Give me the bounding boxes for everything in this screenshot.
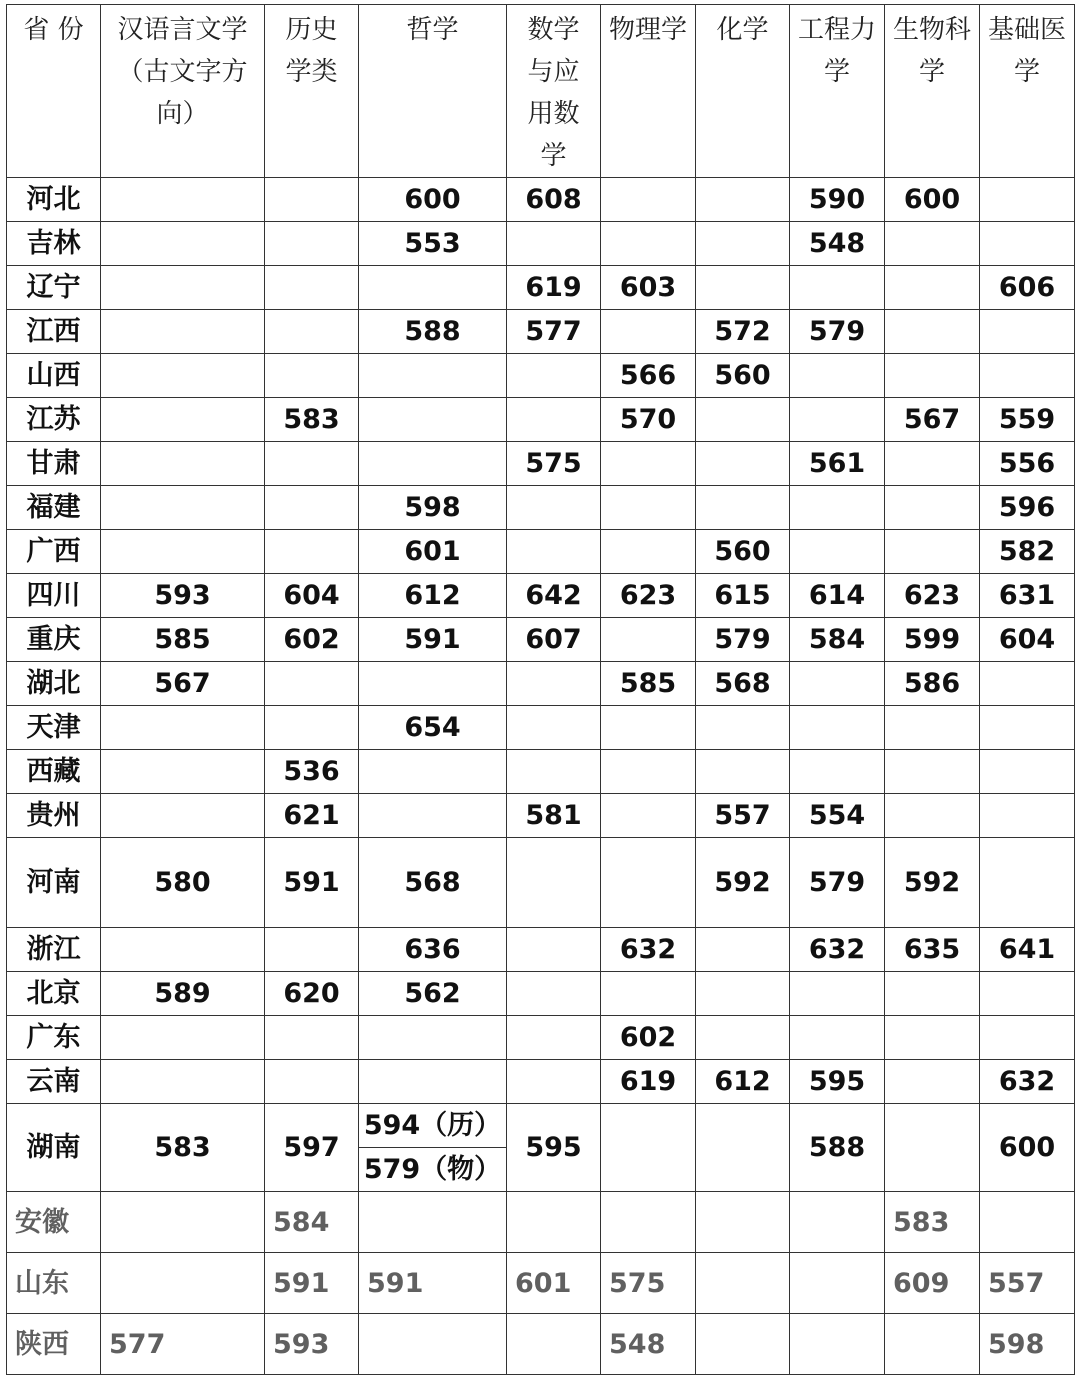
score-cell <box>507 530 601 574</box>
province-cell: 福建 <box>7 486 101 530</box>
score-cell: 591 <box>265 1253 359 1314</box>
score-cell: 615 <box>696 574 790 618</box>
table-row <box>7 618 1075 662</box>
score-cell <box>359 354 507 398</box>
score-cell <box>101 354 265 398</box>
score-cell: 619 <box>601 1060 696 1104</box>
score-cell: 595 <box>507 1104 601 1192</box>
score-cell: 588 <box>359 310 507 354</box>
score-cell <box>101 1060 265 1104</box>
score-cell <box>507 1314 601 1375</box>
score-cell: 557 <box>696 794 790 838</box>
score-cell <box>265 486 359 530</box>
score-cell: 600 <box>980 1104 1075 1192</box>
score-cell: 602 <box>601 1016 696 1060</box>
score-cell: 589 <box>101 972 265 1016</box>
score-cell: 560 <box>696 530 790 574</box>
score-cell <box>265 530 359 574</box>
province-cell: 贵州 <box>7 794 101 838</box>
score-cell: 591 <box>359 618 507 662</box>
province-cell: 西藏 <box>7 750 101 794</box>
table-row <box>7 178 1075 222</box>
score-cell: 597 <box>265 1104 359 1192</box>
score-cell <box>980 706 1075 750</box>
score-cell: 579 <box>790 838 885 928</box>
score-cell: 599 <box>885 618 980 662</box>
score-cell: 568 <box>359 838 507 928</box>
table-row <box>7 310 1075 354</box>
score-cell <box>885 750 980 794</box>
score-cell <box>265 928 359 972</box>
province-cell: 广东 <box>7 1016 101 1060</box>
score-cell: 600 <box>885 178 980 222</box>
province-cell: 浙江 <box>7 928 101 972</box>
score-cell <box>885 972 980 1016</box>
score-cell <box>885 486 980 530</box>
table-row <box>7 662 1075 706</box>
province-cell: 山西 <box>7 354 101 398</box>
score-cell <box>696 1104 790 1192</box>
score-cell: 548 <box>601 1314 696 1375</box>
score-cell: 556 <box>980 442 1075 486</box>
score-cell <box>601 838 696 928</box>
score-cell: 585 <box>101 618 265 662</box>
score-cell: 593 <box>101 574 265 618</box>
score-cell: 561 <box>790 442 885 486</box>
province-cell: 北京 <box>7 972 101 1016</box>
score-cell: 566 <box>601 354 696 398</box>
score-cell <box>507 972 601 1016</box>
score-cell: 581 <box>507 794 601 838</box>
table-row <box>7 530 1075 574</box>
score-cell <box>696 928 790 972</box>
score-cell: 614 <box>790 574 885 618</box>
score-cell: 608 <box>507 178 601 222</box>
score-cell <box>601 706 696 750</box>
score-cell <box>601 486 696 530</box>
score-cell: 601 <box>359 530 507 574</box>
header-major: 汉语言文学（古文字方向） <box>101 5 265 178</box>
score-cell: 592 <box>696 838 790 928</box>
score-cell <box>885 222 980 266</box>
score-cell <box>507 750 601 794</box>
score-cell: 562 <box>359 972 507 1016</box>
score-cell <box>790 1016 885 1060</box>
score-cell <box>359 1016 507 1060</box>
score-cell: 554 <box>790 794 885 838</box>
score-cell: 612 <box>359 574 507 618</box>
score-cell: 577 <box>507 310 601 354</box>
score-cell <box>980 750 1075 794</box>
score-cell <box>696 706 790 750</box>
score-cell: 548 <box>790 222 885 266</box>
province-cell: 江苏 <box>7 398 101 442</box>
score-cell <box>790 706 885 750</box>
score-cell: 575 <box>507 442 601 486</box>
score-cell <box>507 928 601 972</box>
score-cell <box>101 398 265 442</box>
score-cell <box>101 928 265 972</box>
score-history-track: 594（历） <box>359 1104 506 1148</box>
score-cell: 553 <box>359 222 507 266</box>
score-cell: 631 <box>980 574 1075 618</box>
score-cell: 579 <box>790 310 885 354</box>
score-cell <box>101 310 265 354</box>
score-cell: 636 <box>359 928 507 972</box>
score-cell <box>101 178 265 222</box>
province-cell: 湖北 <box>7 662 101 706</box>
score-cell <box>696 1192 790 1253</box>
table-row <box>7 1192 1075 1253</box>
header-province: 省 份 <box>7 5 101 178</box>
score-cell <box>885 530 980 574</box>
score-cell: 623 <box>885 574 980 618</box>
score-cell: 536 <box>265 750 359 794</box>
table-row <box>7 442 1075 486</box>
score-cell: 584 <box>265 1192 359 1253</box>
score-cell <box>101 706 265 750</box>
province-cell: 山东 <box>7 1253 101 1314</box>
score-cell: 621 <box>265 794 359 838</box>
score-cell <box>980 222 1075 266</box>
score-cell <box>601 618 696 662</box>
score-cell <box>601 750 696 794</box>
score-cell: 591 <box>359 1253 507 1314</box>
score-cell <box>507 838 601 928</box>
score-cell <box>265 662 359 706</box>
table-row <box>7 354 1075 398</box>
score-cell <box>265 706 359 750</box>
score-cell <box>101 750 265 794</box>
score-cell: 570 <box>601 398 696 442</box>
score-cell <box>101 1016 265 1060</box>
score-cell <box>696 398 790 442</box>
score-cell <box>265 266 359 310</box>
table-row <box>7 398 1075 442</box>
province-cell: 江西 <box>7 310 101 354</box>
score-cell <box>790 398 885 442</box>
score-cell: 585 <box>601 662 696 706</box>
score-cell: 577 <box>101 1314 265 1375</box>
score-table <box>6 4 1075 1375</box>
header-major: 化学 <box>696 5 790 178</box>
score-cell <box>359 1314 507 1375</box>
score-cell <box>980 1016 1075 1060</box>
table-row <box>7 1253 1075 1314</box>
score-cell: 602 <box>265 618 359 662</box>
score-cell <box>790 266 885 310</box>
score-cell: 586 <box>885 662 980 706</box>
score-cell <box>790 750 885 794</box>
score-cell <box>507 486 601 530</box>
score-cell: 598 <box>980 1314 1075 1375</box>
score-cell <box>601 972 696 1016</box>
score-cell <box>101 1192 265 1253</box>
table-row <box>7 706 1075 750</box>
score-cell: 580 <box>101 838 265 928</box>
score-cell <box>359 750 507 794</box>
score-cell: 607 <box>507 618 601 662</box>
score-cell <box>696 1253 790 1314</box>
score-cell <box>507 706 601 750</box>
score-cell <box>885 1314 980 1375</box>
score-cell <box>790 1192 885 1253</box>
score-cell: 559 <box>980 398 1075 442</box>
score-physics-track: 579（物） <box>363 1154 502 1185</box>
header-major: 哲学 <box>359 5 507 178</box>
score-cell <box>790 972 885 1016</box>
score-cell: 619 <box>507 266 601 310</box>
score-cell <box>601 530 696 574</box>
score-cell: 654 <box>359 706 507 750</box>
score-cell: 609 <box>885 1253 980 1314</box>
score-cell <box>265 310 359 354</box>
score-cell <box>696 486 790 530</box>
province-cell: 河北 <box>7 178 101 222</box>
score-cell: 604 <box>980 618 1075 662</box>
score-cell: 572 <box>696 310 790 354</box>
score-cell <box>790 486 885 530</box>
score-cell <box>885 442 980 486</box>
score-cell <box>265 442 359 486</box>
score-cell <box>507 398 601 442</box>
score-cell <box>601 178 696 222</box>
score-cell <box>359 1192 507 1253</box>
score-cell <box>359 266 507 310</box>
province-cell: 吉林 <box>7 222 101 266</box>
score-cell <box>885 794 980 838</box>
score-cell: 598 <box>359 486 507 530</box>
score-cell <box>696 1016 790 1060</box>
score-cell <box>696 442 790 486</box>
score-cell <box>601 442 696 486</box>
score-cell <box>507 354 601 398</box>
score-cell <box>601 310 696 354</box>
score-cell: 575 <box>601 1253 696 1314</box>
score-cell <box>790 1253 885 1314</box>
score-cell: 632 <box>980 1060 1075 1104</box>
score-cell: 560 <box>696 354 790 398</box>
score-cell <box>980 354 1075 398</box>
score-cell <box>265 354 359 398</box>
score-cell <box>101 794 265 838</box>
score-cell: 590 <box>790 178 885 222</box>
score-cell: 635 <box>885 928 980 972</box>
province-cell: 辽宁 <box>7 266 101 310</box>
score-cell: 583 <box>265 398 359 442</box>
table-row <box>7 972 1075 1016</box>
score-cell <box>507 222 601 266</box>
score-cell: 583 <box>101 1104 265 1192</box>
header-major: 基础医学 <box>980 5 1075 178</box>
score-cell <box>507 1060 601 1104</box>
score-cell: 642 <box>507 574 601 618</box>
header-major: 数学与应用数学 <box>507 5 601 178</box>
score-cell <box>101 1253 265 1314</box>
province-cell: 天津 <box>7 706 101 750</box>
score-cell <box>359 662 507 706</box>
score-cell <box>265 222 359 266</box>
table-row <box>7 1314 1075 1375</box>
province-cell: 安徽 <box>7 1192 101 1253</box>
score-cell: 595 <box>790 1060 885 1104</box>
score-cell <box>601 1192 696 1253</box>
score-cell <box>980 838 1075 928</box>
score-cell <box>265 178 359 222</box>
score-cell <box>885 266 980 310</box>
score-cell: 632 <box>601 928 696 972</box>
score-cell <box>790 1314 885 1375</box>
score-cell <box>507 662 601 706</box>
table-row <box>7 1104 1075 1192</box>
province-cell: 河南 <box>7 838 101 928</box>
header-major: 物理学 <box>601 5 696 178</box>
score-cell <box>980 1192 1075 1253</box>
score-cell: 612 <box>696 1060 790 1104</box>
score-cell: 620 <box>265 972 359 1016</box>
score-cell <box>101 222 265 266</box>
score-cell <box>885 1060 980 1104</box>
province-cell: 重庆 <box>7 618 101 662</box>
score-cell <box>980 972 1075 1016</box>
province-cell: 云南 <box>7 1060 101 1104</box>
header-major: 工程力学 <box>790 5 885 178</box>
score-cell <box>696 1314 790 1375</box>
score-cell: 579 <box>696 618 790 662</box>
score-cell: 557 <box>980 1253 1075 1314</box>
score-cell: 567 <box>885 398 980 442</box>
table-row <box>7 928 1075 972</box>
score-cell: 600 <box>359 178 507 222</box>
score-cell: 601 <box>507 1253 601 1314</box>
score-cell <box>101 442 265 486</box>
province-cell: 甘肃 <box>7 442 101 486</box>
score-cell <box>265 1060 359 1104</box>
score-cell <box>696 222 790 266</box>
score-cell <box>980 794 1075 838</box>
table-row <box>7 838 1075 928</box>
province-cell: 湖南 <box>7 1104 101 1192</box>
score-cell: 604 <box>265 574 359 618</box>
score-cell <box>601 1104 696 1192</box>
score-cell: 584 <box>790 618 885 662</box>
table-row <box>7 222 1075 266</box>
score-cell <box>359 794 507 838</box>
score-cell: 592 <box>885 838 980 928</box>
score-cell <box>696 972 790 1016</box>
score-cell <box>885 1016 980 1060</box>
score-cell <box>980 310 1075 354</box>
province-cell: 广西 <box>7 530 101 574</box>
score-cell: 603 <box>601 266 696 310</box>
score-cell <box>696 266 790 310</box>
header-major: 历史学类 <box>265 5 359 178</box>
score-cell <box>790 354 885 398</box>
score-cell <box>101 530 265 574</box>
score-cell: 593 <box>265 1314 359 1375</box>
score-cell: 568 <box>696 662 790 706</box>
score-cell <box>359 398 507 442</box>
header-row <box>7 5 1075 178</box>
score-cell: 588 <box>790 1104 885 1192</box>
table-row <box>7 1060 1075 1104</box>
score-cell <box>601 222 696 266</box>
score-cell <box>507 1192 601 1253</box>
province-cell: 四川 <box>7 574 101 618</box>
score-cell <box>980 662 1075 706</box>
score-cell <box>790 662 885 706</box>
score-cell: 606 <box>980 266 1075 310</box>
table-row <box>7 574 1075 618</box>
score-cell: 582 <box>980 530 1075 574</box>
score-cell <box>601 794 696 838</box>
header-major: 生物科学 <box>885 5 980 178</box>
table-row <box>7 1016 1075 1060</box>
table-row <box>7 486 1075 530</box>
score-cell: 591 <box>265 838 359 928</box>
score-cell <box>265 1016 359 1060</box>
score-cell-split <box>359 1104 507 1192</box>
table-row <box>7 266 1075 310</box>
score-cell: 632 <box>790 928 885 972</box>
score-cell <box>101 486 265 530</box>
score-cell <box>359 1060 507 1104</box>
score-cell <box>696 750 790 794</box>
score-cell: 583 <box>885 1192 980 1253</box>
score-cell: 641 <box>980 928 1075 972</box>
score-cell <box>790 530 885 574</box>
score-cell <box>359 442 507 486</box>
score-cell: 567 <box>101 662 265 706</box>
province-cell: 陕西 <box>7 1314 101 1375</box>
score-cell <box>101 266 265 310</box>
score-cell: 623 <box>601 574 696 618</box>
table-row <box>7 750 1075 794</box>
score-cell <box>980 178 1075 222</box>
score-cell <box>696 178 790 222</box>
score-cell <box>885 354 980 398</box>
table-row <box>7 794 1075 838</box>
score-cell <box>507 1016 601 1060</box>
score-cell <box>885 706 980 750</box>
score-cell <box>885 310 980 354</box>
score-cell: 596 <box>980 486 1075 530</box>
score-cell <box>885 1104 980 1192</box>
